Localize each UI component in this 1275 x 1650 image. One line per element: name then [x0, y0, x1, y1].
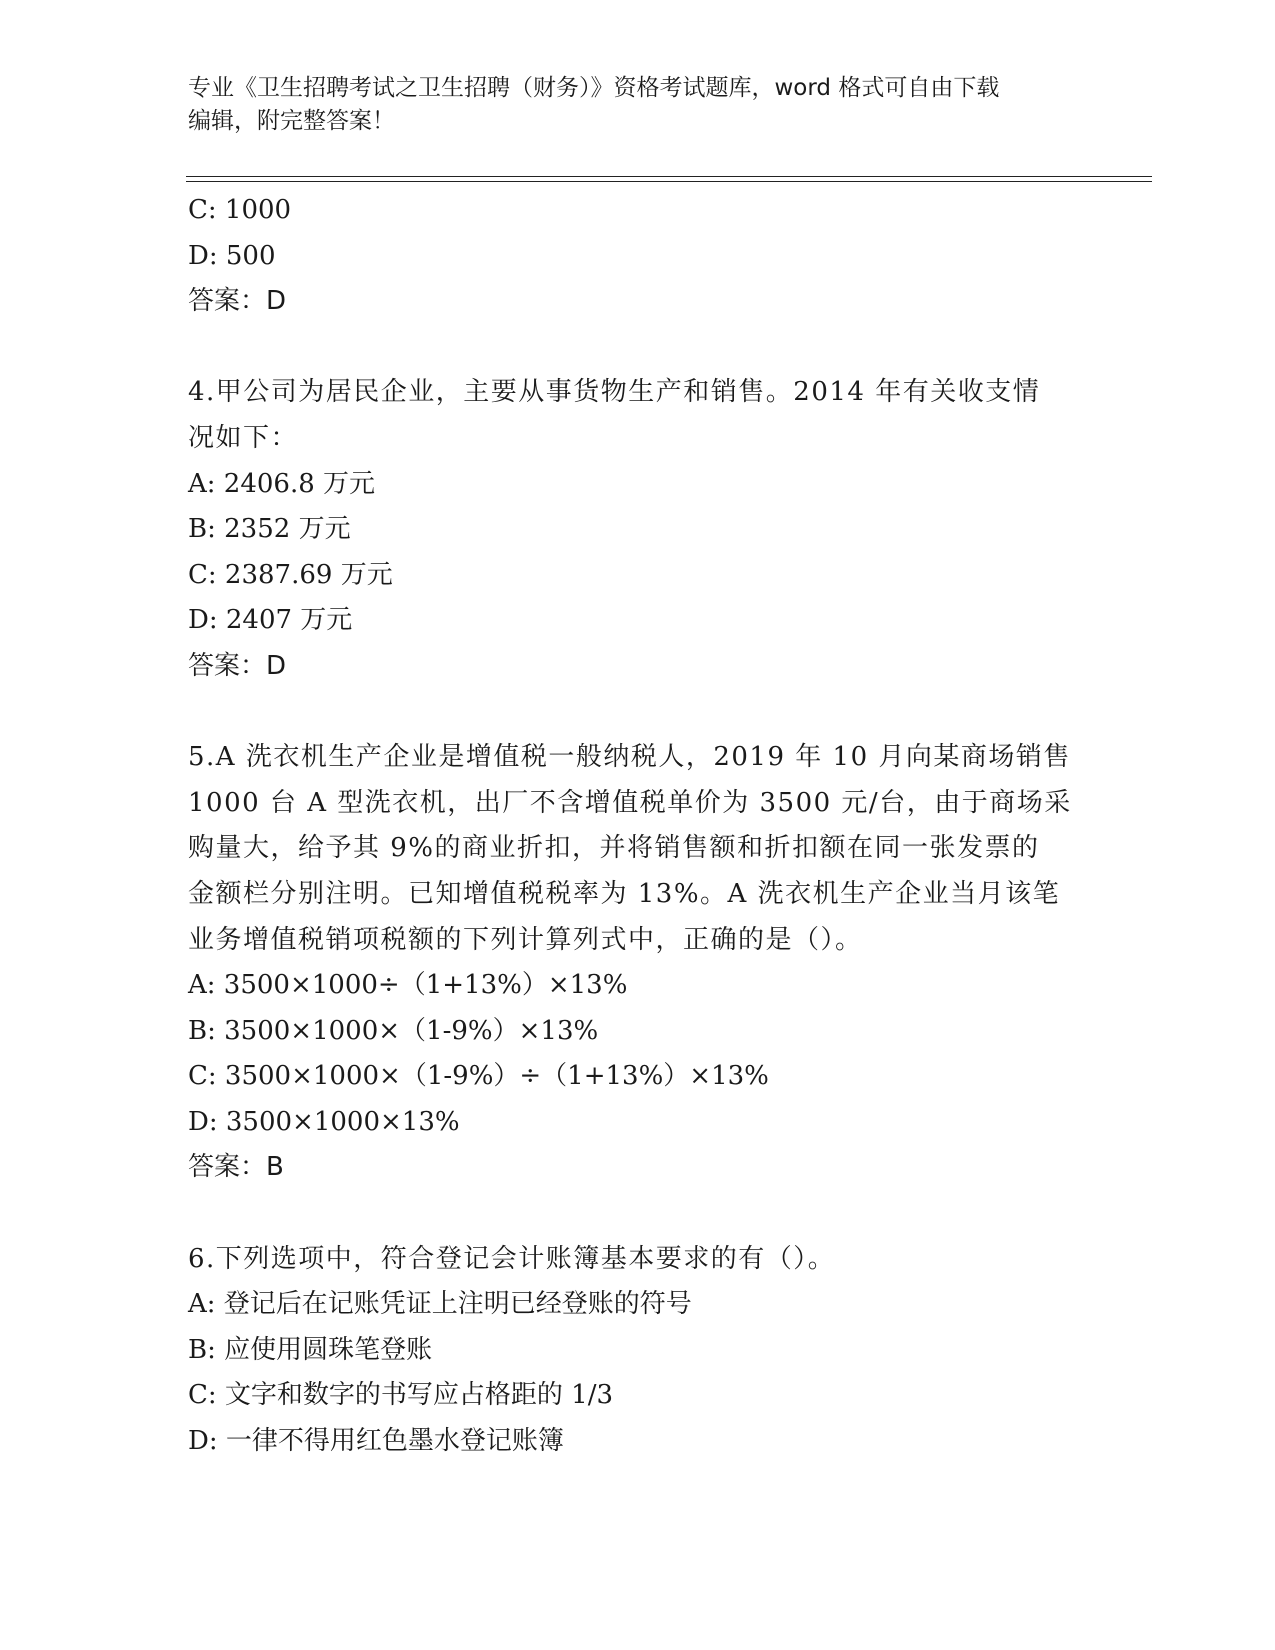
q4-option-d: D: 2407 万元	[188, 605, 353, 636]
header-divider-bottom	[186, 181, 1152, 182]
question-6-block	[188, 1237, 1088, 1465]
spacer	[188, 690, 1088, 736]
q4-stem-line-2: 况如下：	[188, 422, 299, 453]
q6-option-d: D: 一律不得用红色墨水登记账簿	[188, 1426, 564, 1457]
q5-answer: 答案：B	[188, 1152, 284, 1183]
q5-stem-line-1: 5.A 洗衣机生产企业是增值税一般纳税人，2019 年 10 月向某商场销售	[188, 742, 1071, 773]
q4-stem-line-1: 4.甲公司为居民企业，主要从事货物生产和销售。2014 年有关收支情	[188, 377, 1041, 408]
q6-option-b: B: 应使用圆珠笔登账	[188, 1334, 433, 1365]
q5-option-b: B: 3500×1000×（1-9%）×13%	[188, 1015, 599, 1046]
q4-answer: 答案：D	[188, 650, 287, 681]
question-list	[188, 188, 1088, 1465]
header-divider-top	[186, 176, 1152, 177]
q5-stem-line-5: 业务增值税销项税额的下列计算列式中，正确的是（）。	[188, 924, 863, 955]
q3-option-c: C: 1000	[188, 195, 292, 225]
header-line-1: 专业《卫生招聘考试之卫生招聘（财务）》资格考试题库，word 格式可自由下载	[188, 75, 1000, 101]
q6-option-a: A: 登记后在记账凭证上注明已经登账的符号	[188, 1289, 692, 1320]
q4-option-c: C: 2387.69 万元	[188, 559, 393, 590]
q4-option-b: B: 2352 万元	[188, 514, 351, 545]
question-5-block	[188, 735, 1088, 1191]
question-3-block	[188, 188, 1088, 325]
q5-stem-line-3: 购量大，给予其 9%的商业折扣，并将销售额和折扣额在同一张发票的	[188, 833, 1040, 864]
q3-option-d: D: 500	[188, 240, 276, 271]
header-line-2: 编辑，附完整答案！	[188, 108, 395, 134]
q6-stem-line-1: 6.下列选项中，符合登记会计账簿基本要求的有（）。	[188, 1243, 836, 1274]
q5-option-a: A: 3500×1000÷（1+13%）×13%	[188, 970, 628, 1001]
q3-answer: 答案：D	[188, 286, 287, 317]
document-header	[188, 72, 1068, 138]
q6-option-c: C: 文字和数字的书写应占格距的 1/3	[188, 1380, 614, 1411]
q5-stem-line-4: 金额栏分别注明。已知增值税税率为 13%。A 洗衣机生产企业当月该笔	[188, 878, 1061, 909]
q4-option-a: A: 2406.8 万元	[188, 468, 376, 499]
q5-option-d: D: 3500×1000×13%	[188, 1106, 460, 1137]
q5-stem-line-2: 1000 台 A 型洗衣机，出厂不含增值税单价为 3500 元/台，由于商场采	[188, 787, 1072, 818]
spacer	[188, 325, 1088, 371]
q5-option-c: C: 3500×1000×（1-9%）÷（1+13%）×13%	[188, 1061, 769, 1092]
spacer	[188, 1191, 1088, 1237]
question-4-block	[188, 370, 1088, 689]
